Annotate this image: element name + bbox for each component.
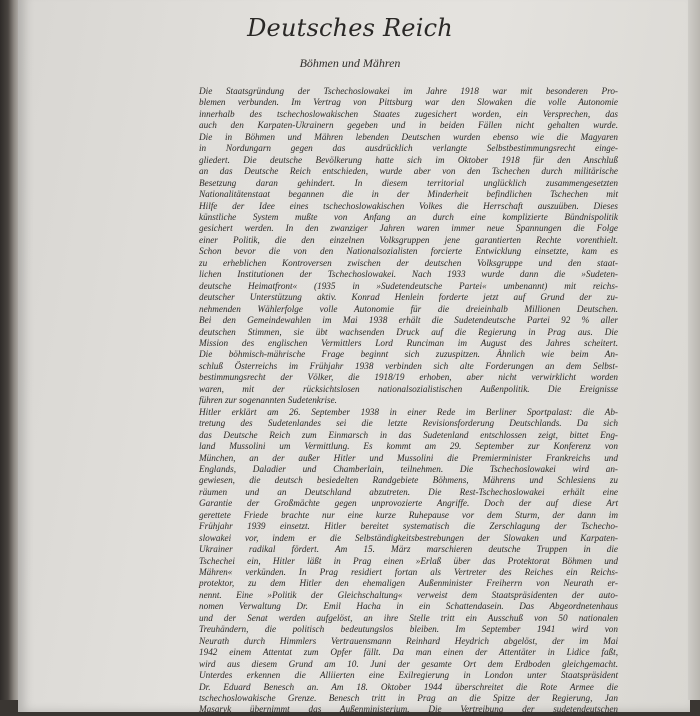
text-line: bestimmungsrecht der Völker, die 1918/19 erhoben, aber nicht verwirklicht worden [199, 372, 618, 383]
text-line: 1942 einem Attentat zum Opfer fällt. Da man einen der Attentäter in Lidice faßt, [199, 647, 618, 658]
text-line: schluß Österreichs im Frühjahr 1938 verbinden sich alte Forderungen an dem Selbst- [199, 360, 618, 371]
text-line: Neurath durch Himmlers Vertrauensmann Reinhard Heydrich abgelöst, der im Mai [199, 635, 618, 646]
text-line: nehmenden Wählerfolge volle Autonomie für die dreieinhalb Millionen Deutschen. [199, 303, 618, 314]
text-line: deutscher Unterstützung aktiv. Konrad Henlein forderte jetzt auf Grund der zu- [199, 292, 618, 303]
text-line: Hilfe der Idee eines tschechoslowakischen Volkes die Herrschaft auszuüben. Dieses [199, 200, 618, 211]
text-line: wird aus diesem Grund am 10. Juni der gesamte Ort dem Erdboden gleichgemacht. [199, 658, 618, 669]
text-line: blemen verbunden. Im Vertrag von Pittsburg war den Slowaken die volle Autonomie [199, 97, 618, 108]
text-line: gliedert. Die deutsche Bevölkerung hatte sich im Oktober 1918 für den Anschluß [199, 154, 618, 165]
text-line: Englands, Daladier und Chamberlain, teilnehmen. Die Tschechoslowakei wird an- [199, 463, 618, 474]
text-line: protektor, zu dem Hitler den ehemaligen Außenminister Freiherrn von Neurath er- [199, 578, 618, 589]
page-subtitle: Böhmen und Mähren [299, 56, 401, 70]
text-line: waren, mit der rücksichtslosen nationalsozialistischen Außenpolitik. Die Ereignisse [199, 383, 618, 394]
body-text [199, 86, 618, 716]
text-line: in Nordungarn gegen das ausdrücklich verlangte Selbstbestimmungsrecht einge- [199, 143, 618, 154]
text-line: an das Deutsche Reich entschieden, wurde aber von den Tschechen durch militärische [199, 166, 618, 177]
text-line: tschechoslowakische Grenze. Benesch tritt in Prag an die Spitze der Regierung, Jan [199, 693, 618, 704]
text-line: auch den Karpaten-Ukrainern gegeben und in beiden Fällen nicht gehalten wurde. [199, 120, 618, 131]
text-line: nomen Verwaltung Dr. Emil Hacha in ein Schattendasein. Das Abgeordnetenhaus [199, 601, 618, 612]
text-line: nennt. Eine »Politik der Gleichschaltung« verweist dem Staatspräsidenten der auto- [199, 589, 618, 600]
text-line: Treuhändern, die politisch bedeutungslos bleiben. Im September 1941 wird von [199, 624, 618, 635]
text-line: gesichert werden. In den zwanziger Jahren waren immer neue Spannungen die Folge [199, 223, 618, 234]
text-line: und der Senat werden aufgelöst, an ihre Stelle tritt ein Ausschuß von 50 nationalen [199, 612, 618, 623]
text-line: Unterdes erkennen die Alliierten eine Exilregierung in London unter Staatspräsident [199, 670, 618, 681]
text-line: deutschen Stimmen, sie übt wachsenden Druck auf die Regierung in Prag aus. Die [199, 326, 618, 337]
text-line: land Mussolini um Vermittlung. Es kommt am 29. September zur Konferenz von [199, 441, 618, 452]
text-line: Mission des englischen Vermittlers Lord Runciman im August des Jahres scheitert. [199, 337, 618, 348]
text-line: Hitler erklärt am 26. September 1938 in einer Rede im Berliner Sportpalast: die Ab- [199, 406, 618, 417]
text-line: das Deutsche Reich zum Einmarsch in das Sudetenland entschlossen zeigt, bittet Eng- [199, 429, 618, 440]
text-line: Frühjahr 1939 einsetzt. Hitler bereitet systematisch die Zerschlagung der Tschecho- [199, 521, 618, 532]
text-line: Bei den Gemeindewahlen im Mai 1938 erhält die Sudetendeutsche Partei 92 % aller [199, 315, 618, 326]
text-line: deutsche Heimatfront« (1935 in »Sudetendeutsche Partei« umbenannt) mit reichs- [199, 280, 618, 291]
text-line: Ukrainer radikal fördert. Am 15. März marschieren deutsche Truppen in die [199, 544, 618, 555]
text-line: Garantie der Großmächte gegen unprovozierte Angriffe. Doch der auf diese Art [199, 498, 618, 509]
text-line: räumen und an Deutschland abzutreten. Die Rest-Tschechoslowakei erhält eine [199, 486, 618, 497]
text-line: Besetzung daran gehindert. In diesem territorial unglücklich zusammengesetzten [199, 177, 618, 188]
text-line: Dr. Eduard Benesch an. Am 18. Oktober 1944 überschreitet die Rote Armee die [199, 681, 618, 692]
text-line: künstliche System mußte von Anfang an durch eine komplizierte Bündnispolitik [199, 211, 618, 222]
text-line: zu erheblichen Kontroversen zwischen der deutschen Volksgruppe und den staat- [199, 257, 618, 268]
text-line: innerhalb des tschechoslowakischen Staates zugesichert worden, ein Versprechen, das [199, 108, 618, 119]
text-line: slowakei vor, indem er die Selbständigkeitsbestrebungen der Slowaken und Karpaten- [199, 532, 618, 543]
text-line: Die in Böhmen und Mähren lebenden Deutschen wurden ebenso wie die Magyaren [199, 131, 618, 142]
text-line: gewiesen, die deutsch besiedelten Randgebiete Böhmens, Mährens und Schlesiens zu [199, 475, 618, 486]
page-title: Deutsches Reich [247, 14, 453, 42]
text-line: einer Politik, die den einzelnen Volksgruppen jene garantierten Rechte vorenthielt. [199, 234, 618, 245]
text-line: Nationalitätenstaat begannen die in der Minderheit befindlichen Tschechen mit [199, 189, 618, 200]
text-line: lichen Institutionen der Tschechoslowakei. Nach 1933 wurde dann die »Sudeten- [199, 269, 618, 280]
text-line: führen zur sogenannten Sudetenkrise. [199, 395, 337, 406]
text-line: Masaryk übernimmt das Außenministerium. Die Vertreibung der sudetendeutschen [199, 704, 618, 715]
text-line: Tschechei ein, Hitler läßt in Prag einen »Erlaß über das Protektorat Böhmen und [199, 555, 618, 566]
text-line: Schon bevor die von den Nationalsozialisten forcierte Entwicklung einsetzte, kam es [199, 246, 618, 257]
text-line: tretung des Sudetenlandes sei die letzte Revisionsforderung Deutschlands. Da sich [199, 418, 618, 429]
text-line: Die Staatsgründung der Tschechoslowakei im Jahre 1918 war mit besonderen Pro- [199, 86, 618, 96]
text-line: München, an der außer Hitler und Mussolini die Premierminister Frankreichs und [199, 452, 618, 463]
text-line: gerettete Friede brachte nur eine kurze Ruhepause vor dem Sturm, der dann im [199, 509, 618, 520]
text-line: Die böhmisch-mährische Frage beginnt sich zuzuspitzen. Ähnlich wie beim An- [199, 349, 618, 360]
text-line: Mähren« verkünden. In Prag residiert fortan als Vertreter des Reiches ein Reichs- [199, 567, 618, 578]
page-edge [688, 0, 700, 700]
